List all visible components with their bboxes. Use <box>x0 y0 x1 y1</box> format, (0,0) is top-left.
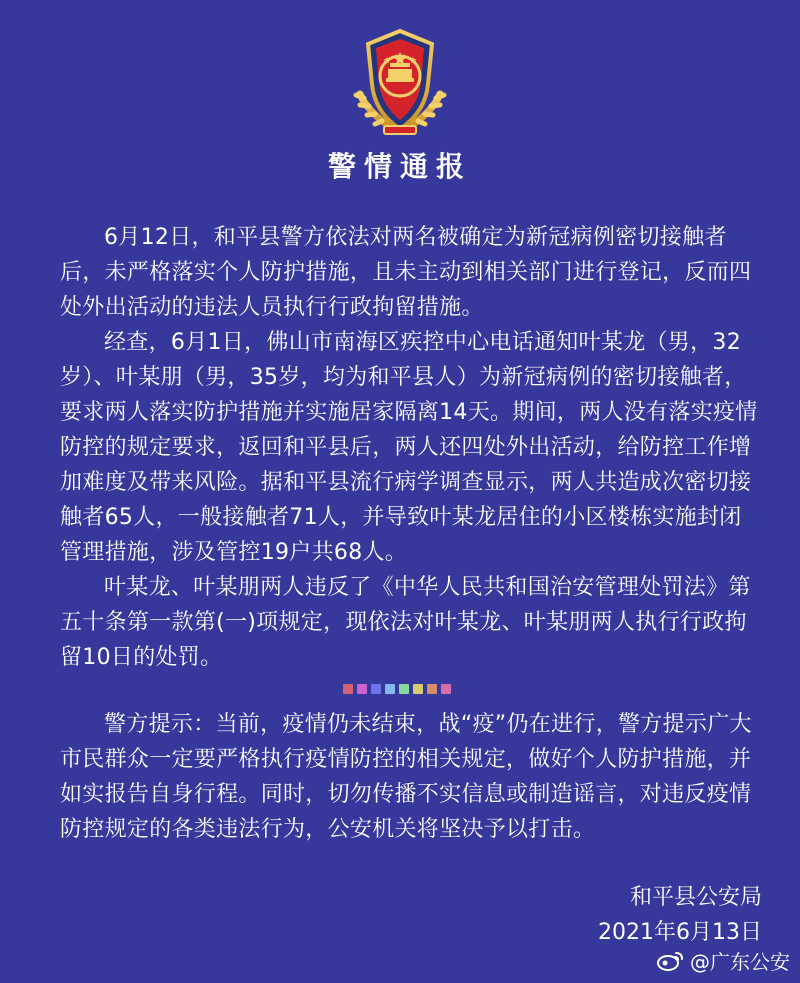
signature-block <box>598 880 762 950</box>
separator-dots <box>343 684 451 694</box>
paragraph-2: 经查，6月1日，佛山市南海区疾控中心电话通知叶某龙（男，32岁）、叶某朋（男，35岁，均为和平县人）为新冠病例的密切接触者，要求两人落实防护措施并实施居家隔离14天。期间，两人没有落实疫情防控的规定要求，返回和平县后，两人还四处外出活动，给防控工作增加难度及带来风险。据和平县流行病学调查显示，两人共造成次密切接触者65人，一般接触者71人，并导致叶某龙居住的小区楼栋实施封闭管理措施，涉及管控19户共68人。 <box>60 330 758 565</box>
separator-dot <box>357 684 367 694</box>
paragraph-3: 叶某龙、叶某朋两人违反了《中华人民共和国治安管理处罚法》第五十条第一款第(一)项规定，现依法对叶某龙、叶某朋两人执行行政拘留10日的处罚。 <box>60 575 751 670</box>
weibo-handle: @广东公安 <box>690 950 790 974</box>
separator-dot <box>343 684 353 694</box>
separator-dot <box>441 684 451 694</box>
report-body <box>60 220 760 675</box>
police-emblem-icon <box>340 26 460 146</box>
weibo-watermark <box>656 946 790 975</box>
signature-org: 和平县公安局 <box>629 885 762 910</box>
signature-date: 2021年6月13日 <box>598 920 762 945</box>
paragraph-1: 6月12日，和平县警方依法对两名被确定为新冠病例密切接触者后，未严格落实个人防护措施，且未主动到相关部门进行登记，反而四处外出活动的违法人员执行行政拘留措施。 <box>60 225 752 320</box>
page-title: 警情通报 <box>327 150 472 183</box>
separator-dot <box>427 684 437 694</box>
separator-dot <box>371 684 381 694</box>
separator-dot <box>399 684 409 694</box>
weibo-icon <box>656 950 684 972</box>
separator-dot <box>413 684 423 694</box>
police-notice: 警方提示：当前，疫情仍未结束，战“疫”仍在进行，警方提示广大市民群众一定要严格执行疫情防控的相关规定，做好个人防护措施，并如实报告自身行程。同时，切勿传播不实信息或制造谣言，对违反疫情防控规定的各类违法行为，公安机关将坚决予以打击。 <box>60 712 752 842</box>
separator-dot <box>385 684 395 694</box>
